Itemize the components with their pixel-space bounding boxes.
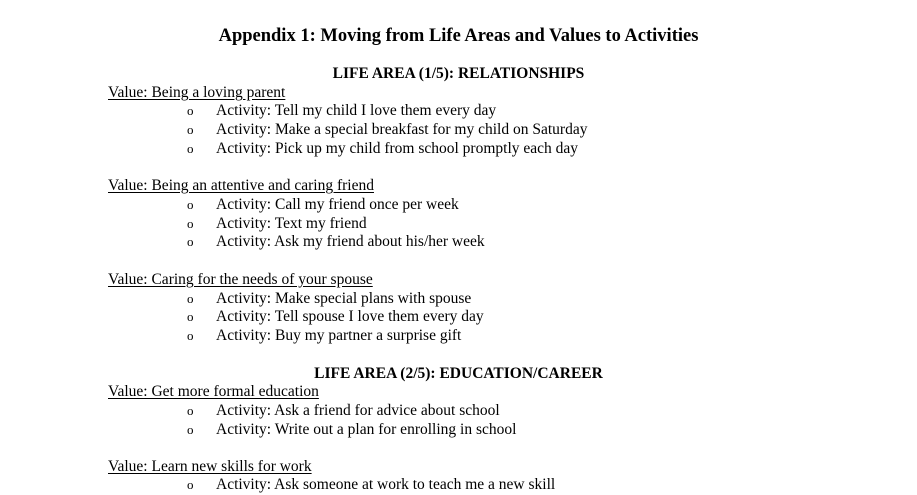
value-label: Value: Being a loving parent [108, 84, 286, 101]
activity-item [187, 307, 484, 327]
bullet-icon: o [187, 234, 194, 249]
activity-item [187, 326, 461, 346]
activity-item [187, 101, 496, 121]
bullet-icon: o [187, 197, 194, 212]
activity-text: Activity: Pick up my child from school promptly each day [216, 140, 579, 157]
bullet-icon: o [187, 103, 194, 118]
bullet-icon: o [187, 141, 194, 156]
activity-text: Activity: Buy my partner a surprise gift [216, 327, 462, 344]
activity-text: Activity: Make special plans with spouse [216, 290, 472, 307]
value-label: Value: Learn new skills for work [108, 458, 312, 475]
activity-item [187, 214, 367, 234]
activity-item [187, 139, 578, 159]
activity-text: Activity: Ask my friend about his/her week [216, 233, 485, 250]
value-label: Value: Caring for the needs of your spouse [108, 271, 373, 288]
activity-item [187, 120, 587, 140]
activity-item [187, 195, 459, 215]
activity-item [187, 232, 485, 252]
bullet-icon: o [187, 422, 194, 437]
activity-item [187, 475, 555, 495]
life-area-heading-relationships: LIFE AREA (1/5): RELATIONSHIPS [332, 65, 585, 82]
activity-item [187, 289, 471, 309]
activity-text: Activity: Text my friend [216, 215, 367, 232]
life-area-heading-education-career: LIFE AREA (2/5): EDUCATION/CAREER [314, 365, 603, 382]
activity-item [187, 420, 516, 440]
bullet-icon: o [187, 477, 194, 492]
bullet-icon: o [187, 328, 194, 343]
bullet-icon: o [187, 309, 194, 324]
bullet-icon: o [187, 291, 194, 306]
activity-text: Activity: Call my friend once per week [216, 196, 459, 213]
page-title: Appendix 1: Moving from Life Areas and Values to Activities [218, 26, 699, 46]
activity-text: Activity: Write out a plan for enrolling in school [216, 421, 517, 438]
activity-item [187, 401, 500, 421]
bullet-icon: o [187, 216, 194, 231]
value-label: Value: Being an attentive and caring friend [108, 177, 374, 194]
activity-text: Activity: Ask someone at work to teach me a new skill [216, 476, 556, 493]
value-label: Value: Get more formal education [108, 383, 319, 400]
activity-text: Activity: Make a special breakfast for my child on Saturday [216, 121, 588, 138]
activity-text: Activity: Tell my child I love them every day [216, 102, 497, 119]
activity-text: Activity: Tell spouse I love them every day [216, 308, 484, 325]
bullet-icon: o [187, 122, 194, 137]
bullet-icon: o [187, 403, 194, 418]
activity-text: Activity: Ask a friend for advice about school [216, 402, 500, 419]
